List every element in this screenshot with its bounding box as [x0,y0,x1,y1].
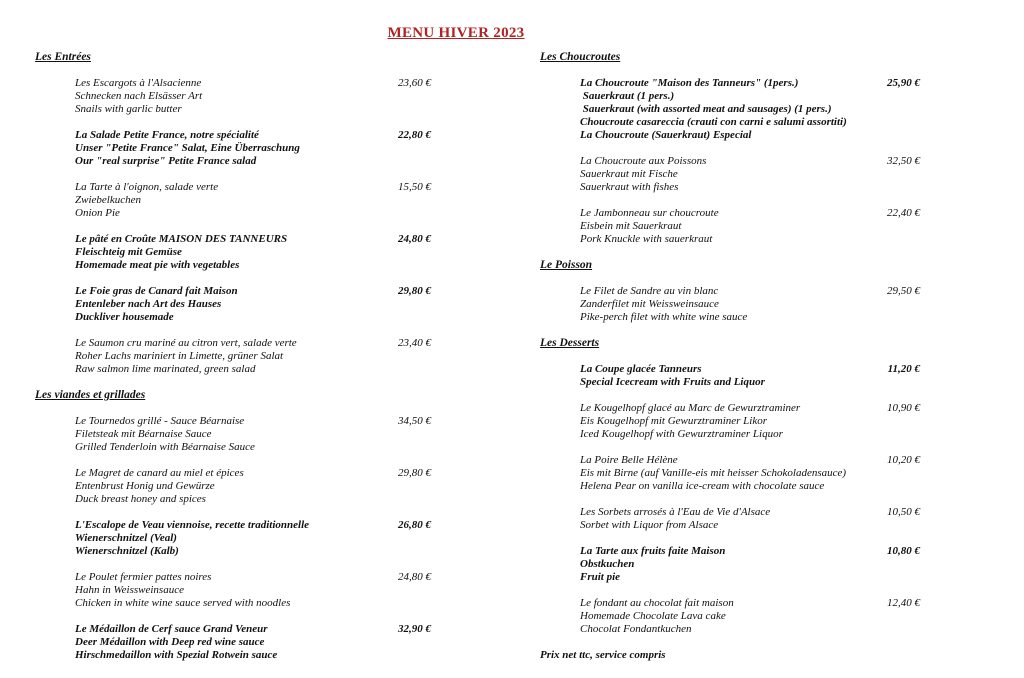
item-translation: Zanderfilet mit Weissweinsauce [580,298,719,310]
menu-item [540,597,920,636]
menu-item [540,545,920,584]
menu-item [540,207,920,246]
item-price: 34,50 € [398,415,431,427]
item-translation: Chicken in white wine sauce served with noodles [75,597,291,609]
item-name: Les Sorbets arrosés à l'Eau de Vie d'Alsace [580,506,771,518]
item-translation: Obstkuchen [580,558,635,570]
item-name: La Choucroute aux Poissons [580,155,707,167]
menu-item [540,77,920,142]
item-name: La Choucroute "Maison des Tanneurs" (1pers.) [580,77,799,89]
item-name: La Tarte à l'oignon, salade verte [75,181,219,193]
item-translation: Sauerkraut (1 pers.) [580,90,675,102]
item-translation: Eis Kougelhopf mit Gewurztraminer Likor [580,415,768,427]
item-translation: Raw salmon lime marinated, green salad [75,363,256,375]
item-name: La Salade Petite France, notre spécialité [75,129,259,141]
item-name: Le fondant au chocolat fait maison [580,597,734,609]
item-translation: Hahn in Weissweinsauce [75,584,184,596]
item-translation: Duck breast honey and spices [75,493,206,505]
item-name: Le Foie gras de Canard fait Maison [75,285,238,297]
item-price: 29,80 € [398,467,431,479]
item-translation: Sorbet with Liquor from Alsace [580,519,719,531]
item-price: 23,60 € [398,77,431,89]
item-price: 12,40 € [887,597,920,609]
section-heading-le-poisson: Le Poisson [540,259,593,271]
item-name: La Coupe glacée Tanneurs [580,363,702,375]
item-translation: Wienerschnitzel (Kalb) [75,545,179,557]
item-translation: Eis mit Birne (auf Vanille-eis mit heisser Schokoladensauce) [580,467,847,479]
item-name: Le Saumon cru mariné au citron vert, salade verte [75,337,297,349]
menu-item [35,337,431,376]
item-translation: Chocolat Fondantkuchen [580,623,692,635]
menu-item [35,519,431,558]
menu-item [540,402,920,441]
item-name: Le pâté en Croûte MAISON DES TANNEURS [75,233,288,245]
item-price: 24,80 € [398,571,431,583]
item-translation: Fruit pie [580,571,621,583]
item-translation: Hirschmedaillon with Spezial Rotwein sauce [75,649,278,661]
item-translation: Roher Lachs mariniert in Limette, grüner Salat [75,350,284,362]
item-translation: Helena Pear on vanilla ice-cream with chocolate sauce [580,480,825,492]
section-heading-les-entrees: Les Entrées [35,51,91,63]
item-translation: Pork Knuckle with sauerkraut [580,233,713,245]
item-translation: Snails with garlic butter [75,103,182,115]
item-price: 29,80 € [398,285,431,297]
item-translation: Pike-perch filet with white wine sauce [580,311,748,323]
item-name: Le Kougelhopf glacé au Marc de Gewurztraminer [580,402,801,414]
item-name: Le Poulet fermier pattes noires [75,571,212,583]
item-price: 26,80 € [398,519,431,531]
item-price: 23,40 € [398,337,431,349]
item-translation: Eisbein mit Sauerkraut [580,220,682,232]
item-translation: Schnecken nach Elsässer Art [75,90,203,102]
page-title: MENU HIVER 2023 [387,25,525,41]
item-translation: Duckliver housemade [75,311,174,323]
item-translation: Wienerschnitzel (Veal) [75,532,177,544]
item-name: La Poire Belle Hélène [580,454,678,466]
menu-item [540,506,920,532]
item-name: Le Filet de Sandre au vin blanc [580,285,719,297]
item-translation: Homemade meat pie with vegetables [75,259,240,271]
menu-item [35,129,431,168]
menu-item [35,77,431,116]
menu-item [35,285,431,324]
menu-column-left [35,51,431,675]
item-translation: Choucroute casareccia (crauti con carni e salumi assortiti) [580,116,847,128]
menu-item [35,233,431,272]
item-translation: Zwiebelkuchen [75,194,141,206]
menu-item [540,155,920,194]
item-price: 29,50 € [887,285,920,297]
menu-item [540,285,920,324]
item-price: 22,40 € [887,207,920,219]
item-name: Le Tournedos grillé - Sauce Béarnaise [75,415,245,427]
item-price: 15,50 € [398,181,431,193]
item-translation: La Choucroute (Sauerkraut) Especial [580,129,752,141]
item-translation: Entenleber nach Art des Hauses [75,298,222,310]
menu-item [35,467,431,506]
item-translation: Onion Pie [75,207,120,219]
item-translation: Entenbrust Honig und Gewürze [75,480,215,492]
menu-column-right [540,51,920,662]
section-heading-les-choucroutes: Les Choucroutes [540,51,621,63]
item-price: 25,90 € [887,77,920,89]
menu-item [35,415,431,454]
item-translation: Grilled Tenderloin with Béarnaise Sauce [75,441,255,453]
item-translation: Fleischteig mit Gemüse [75,246,182,258]
item-price: 10,90 € [887,402,920,414]
item-translation: Homemade Chocolate Lava cake [580,610,726,622]
item-translation: Iced Kougelhopf with Gewurztraminer Liquor [580,428,783,440]
item-price: 22,80 € [398,129,431,141]
item-price: 32,50 € [887,155,920,167]
item-name: Le Jambonneau sur choucroute [580,207,719,219]
item-price: 32,90 € [398,623,431,635]
menu-item [35,571,431,610]
item-name: Les Escargots à l'Alsacienne [75,77,202,89]
menu-item [35,181,431,220]
item-translation: Our "real surprise" Petite France salad [75,155,257,167]
section-heading-les-desserts: Les Desserts [540,337,600,349]
menu-item [540,454,920,493]
item-translation: Sauerkraut with fishes [580,181,679,193]
item-name: Le Magret de canard au miel et épices [75,467,244,479]
item-price: 11,20 € [887,363,920,375]
item-name: Le Médaillon de Cerf sauce Grand Veneur [75,623,268,635]
item-price: 10,80 € [887,545,920,557]
item-translation: Deer Médaillon with Deep red wine sauce [75,636,265,648]
item-name: L'Escalope de Veau viennoise, recette traditionnelle [75,519,310,531]
item-price: 10,50 € [887,506,920,518]
item-translation: Filetsteak mit Béarnaise Sauce [75,428,212,440]
item-price: 24,80 € [398,233,431,245]
price-notice: Prix net ttc, service compris [540,649,666,661]
item-name: La Tarte aux fruits faite Maison [580,545,726,557]
item-translation: Unser "Petite France" Salat, Eine Überraschung [75,142,300,154]
item-translation: Special Icecream with Fruits and Liquor [580,376,765,388]
item-translation: Sauerkraut (with assorted meat and sausages) (1 pers.) [580,103,832,115]
section-heading-les-viandes-et-grillades: Les viandes et grillades [35,389,146,401]
item-price: 10,20 € [887,454,920,466]
menu-item [35,623,431,662]
item-translation: Sauerkraut mit Fische [580,168,678,180]
menu-item [540,363,920,389]
